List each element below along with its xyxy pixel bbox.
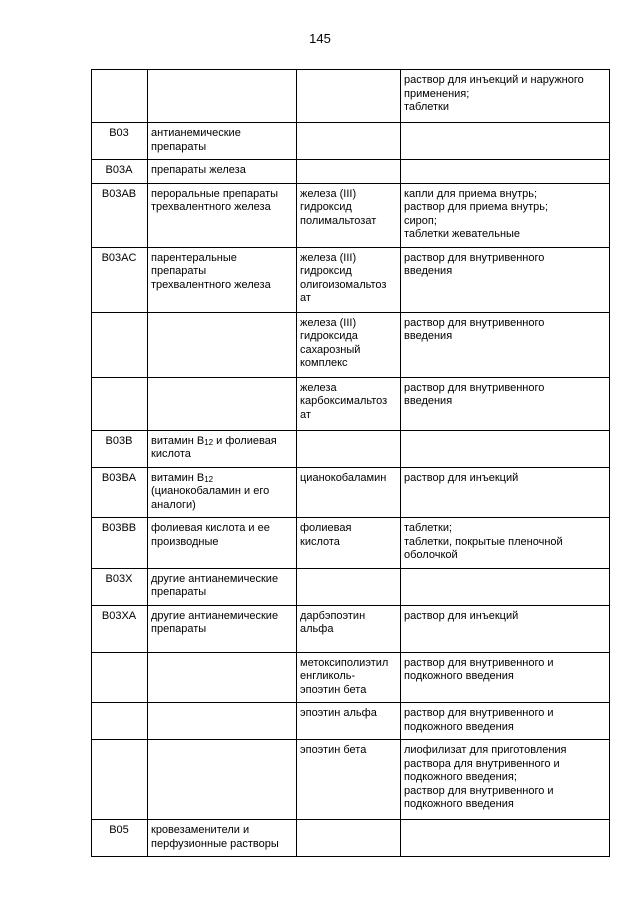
dosage-form-cell [401,568,610,605]
substance-line: эпоэтин альфа [300,707,377,719]
atc-code-cell: B03A [92,160,148,184]
table-row [92,518,610,569]
group-cell [148,377,297,430]
atc-code-cell: B03X [92,568,148,605]
dosage-form-line: раствор для внутривенного и [404,656,554,669]
atc-code-cell: B05 [92,820,148,857]
substance-line: полимальтозат [300,214,377,227]
substance-line: олигоизомальтоз [300,278,387,291]
table-row [92,247,610,312]
dosage-form-line: сироп; [404,214,437,227]
dosage-form-cell [401,160,610,184]
group-line: парентеральные [151,251,237,264]
table-row [92,312,610,377]
dosage-form-line: таблетки [404,101,450,113]
substance-cell [297,518,401,569]
group-line: препараты железа [151,164,246,176]
group-line: витамин $B_{12}$ [151,471,214,484]
substance-cell [297,568,401,605]
group-line: другие антианемические [151,572,279,585]
dosage-form-line: раствор для внутривенного [404,381,545,394]
group-line: перфузионные растворы [151,837,279,850]
dosage-form-line: подкожного введения [404,670,514,682]
dosage-form-line: раствор для внутривенного [404,316,545,329]
group-cell [148,123,297,160]
dosage-form-cell [401,740,610,820]
atc-code-cell: B03XA [92,605,148,652]
group-line: аналоги) [151,498,196,511]
group-line: фолиевая кислота и ее [151,522,270,534]
substance-cell [297,183,401,247]
table-row [92,377,610,430]
group-cell [148,820,297,857]
dosage-form-cell [401,467,610,518]
dosage-form-cell [401,652,610,703]
group-cell [148,430,297,467]
table-row [92,605,610,652]
group-cell [148,703,297,740]
group-cell [148,312,297,377]
substance-cell [297,703,401,740]
drug-table [91,69,610,857]
group-line: антианемические [151,127,241,139]
substance-line: железа (III) [300,251,357,264]
atc-code-cell: B03 [92,123,148,160]
atc-code-cell: B03AC [92,247,148,312]
substance-line: дарбэпоэтин [300,609,366,622]
group-cell [148,568,297,605]
dosage-form-line: применения; [404,87,470,100]
table-row [92,430,610,467]
group-line: (цианокобаламин и его [151,485,270,497]
atc-code-cell [92,312,148,377]
dosage-form-line: подкожного введения [404,798,514,810]
substance-line: цианокобаламин [300,471,387,484]
atc-code-cell [92,70,148,123]
dosage-form-cell [401,312,610,377]
table-row [92,70,610,123]
dosage-form-line: введения [404,395,453,407]
substance-line: енгликоль- [300,670,356,682]
dosage-form-line: раствор для внутривенного и [404,707,554,719]
substance-line: железа [300,381,337,394]
substance-cell [297,820,401,857]
dosage-form-cell [401,70,610,123]
substance-line: железа (III) [300,316,357,329]
group-line: пероральные препараты [151,187,279,200]
atc-code-cell: B03BB [92,518,148,569]
dosage-form-line: оболочкой [404,549,458,561]
group-line: препараты [151,265,207,277]
dosage-form-line: раствор для внутривенного [404,251,545,264]
dosage-form-cell [401,247,610,312]
substance-line: сахарозный [300,343,361,356]
substance-line: комплекс [300,357,348,369]
substance-line: карбоксимальтоз [300,395,388,407]
substance-cell [297,247,401,312]
atc-code-cell [92,740,148,820]
dosage-form-line: раствора для внутривенного и [404,757,560,770]
group-cell [148,518,297,569]
group-line: другие антианемические [151,609,279,622]
group-line: кислота [151,448,191,460]
group-cell [148,247,297,312]
substance-line: альфа [300,623,334,635]
substance-line: метоксиполиэтил [300,656,389,669]
substance-cell [297,467,401,518]
dosage-form-cell [401,430,610,467]
atc-code-cell [92,377,148,430]
dosage-form-cell [401,518,610,569]
group-line: витамин $B_{12}$ и фолиевая [151,434,277,447]
group-line: производные [151,535,219,548]
table-row [92,740,610,820]
substance-line: фолиевая [300,522,352,534]
dosage-form-line: раствор для приема внутрь; [404,201,549,213]
substance-line: гидроксида [300,330,358,342]
table-row [92,123,610,160]
substance-line: гидроксид [300,201,352,213]
dosage-form-line: капли для приема внутрь; [404,187,538,200]
group-line: препараты [151,623,207,635]
table-row [92,160,610,184]
atc-code-cell: B03BA [92,467,148,518]
substance-line: гидроксид [300,265,352,277]
group-cell [148,70,297,123]
dosage-form-line: подкожного введения; [404,771,517,783]
dosage-form-line: таблетки, покрытые пленочной [404,535,563,548]
substance-line: эпоэтин бета [300,683,367,696]
dosage-form-line: введения [404,330,453,342]
substance-cell [297,312,401,377]
dosage-form-cell [401,377,610,430]
substance-line: ат [300,408,311,421]
dosage-form-line: раствор для инъекций [404,471,519,484]
dosage-form-line: раствор для инъекций [404,609,519,622]
atc-code-cell: B03B [92,430,148,467]
dosage-form-line: таблетки; [404,522,453,534]
table-row [92,467,610,518]
group-cell [148,740,297,820]
atc-code-cell: B03AB [92,183,148,247]
dosage-form-cell [401,820,610,857]
group-line: трехвалентного железа [151,201,271,213]
table-row [92,568,610,605]
group-line: препараты [151,586,207,598]
substance-cell [297,160,401,184]
dosage-form-line: лиофилизат для приготовления [404,744,567,756]
dosage-form-line: раствор для инъекций и наружного [404,74,584,86]
table-row [92,703,610,740]
substance-cell [297,377,401,430]
dosage-form-cell [401,703,610,740]
group-cell [148,160,297,184]
table-row [92,820,610,857]
dosage-form-line: подкожного введения [404,720,514,733]
substance-cell [297,70,401,123]
dosage-form-line: таблетки жевательные [404,228,521,240]
substance-line: ат [300,292,311,304]
page-number: 145 [309,31,331,46]
dosage-form-cell [401,605,610,652]
group-cell [148,183,297,247]
dosage-form-line: раствор для внутривенного и [404,784,554,797]
group-cell [148,605,297,652]
atc-code-cell [92,652,148,703]
group-line: препараты [151,140,207,153]
substance-cell [297,740,401,820]
group-cell [148,467,297,518]
substance-line: железа (III) [300,187,357,200]
substance-line: кислота [300,535,340,548]
substance-cell [297,652,401,703]
atc-code-cell [92,703,148,740]
group-cell [148,652,297,703]
group-line: трехвалентного железа [151,278,271,291]
substance-cell [297,123,401,160]
substance-cell [297,605,401,652]
dosage-form-cell [401,123,610,160]
dosage-form-line: введения [404,265,453,277]
group-line: кровезаменители и [151,824,250,836]
table-row [92,652,610,703]
table-row [92,183,610,247]
substance-line: эпоэтин бета [300,744,367,756]
dosage-form-cell [401,183,610,247]
substance-cell [297,430,401,467]
